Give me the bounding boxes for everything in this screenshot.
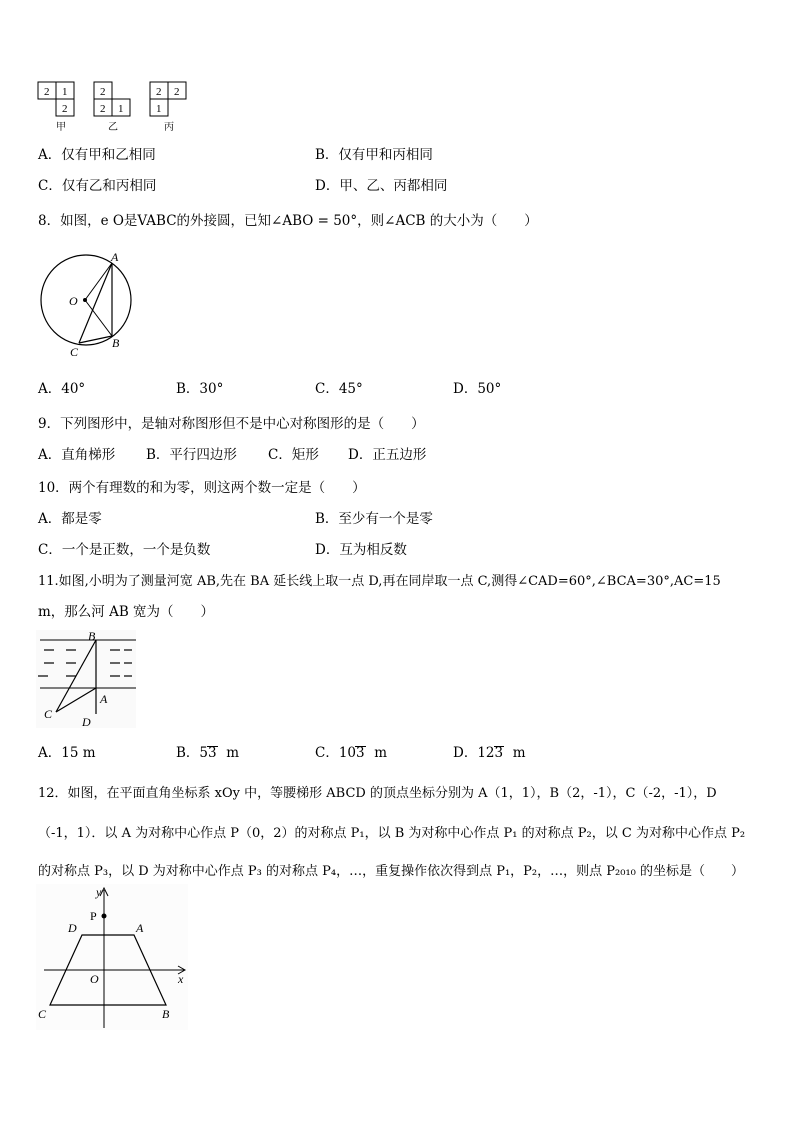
q10-option-a[interactable]: A．都是零	[38, 511, 102, 527]
jia-cell-3: 2	[62, 103, 68, 115]
q12-label-b: B	[162, 1007, 170, 1021]
q12-coordinate-figure	[36, 884, 188, 1030]
jia-label: 甲	[56, 122, 66, 133]
q11-option-d-prefix: D．12	[453, 745, 495, 761]
figure-yi	[94, 82, 130, 133]
q10-stem: 10．两个有理数的和为零，则这两个数一定是（ ）	[38, 480, 366, 496]
q10-option-d[interactable]: D．互为相反数	[315, 542, 407, 558]
jia-cell-1: 2	[44, 86, 50, 98]
yi-cell-1: 2	[100, 86, 106, 98]
q8-option-a[interactable]: A．40°	[38, 381, 86, 397]
q11-label-d: D	[82, 715, 91, 728]
q10-option-c[interactable]: C．一个是正数，一个是负数	[38, 542, 211, 558]
q12-stem-line2: （-1，1）．以 A 为对称中心作点 P（0，2）的对称点 P₁，以 B 为对称中心作点 P₁ 的对称点 P₂，以 C 为对称中心作点 P₂	[38, 826, 746, 841]
bing-cell-3: 1	[156, 103, 162, 115]
q11-option-a[interactable]: A．15 m	[38, 745, 96, 761]
q8-label-a: A	[111, 250, 119, 264]
bing-label: 丙	[164, 122, 174, 133]
q11-option-c-prefix: C．10	[315, 745, 357, 761]
q11-option-d[interactable]	[453, 744, 526, 762]
q11-stem-line1: 11.如图,小明为了测量河宽 AB,先在 BA 延长线上取一点 D,再在同岸取一点 C,测得∠CAD=60°,∠BCA=30°,AC=15	[38, 574, 721, 589]
q11-option-c[interactable]	[315, 744, 387, 762]
q12-label-p: P	[90, 909, 97, 923]
bing-cell-1: 2	[156, 86, 162, 98]
q7-option-a[interactable]: A．仅有甲和乙相同	[38, 147, 156, 163]
q12-stem-line3: 的对称点 P₃，以 D 为对称中心作点 P₃ 的对称点 P₄，…，重复操作依次得到点 P₁，P₂，…，则点 P₂₀₁₀ 的坐标是（ ）	[38, 864, 744, 879]
q8-label-c: C	[70, 345, 79, 359]
q11-label-b: B	[88, 630, 96, 643]
q11-river-figure	[36, 630, 136, 728]
q12-label-a: A	[136, 921, 144, 935]
q8-label-o: O	[69, 294, 78, 308]
q9-option-d[interactable]: D．正五边形	[348, 447, 427, 463]
q12-label-x: x	[178, 972, 184, 986]
q7-figures	[36, 80, 196, 136]
q8-circle-figure	[34, 248, 140, 362]
q12-stem-line1: 12．如图，在平面直角坐标系 xOy 中，等腰梯形 ABCD 的顶点坐标分别为 A（1，1），B（2，-1），C（-2，-1），D	[38, 786, 717, 801]
figure-bing	[150, 82, 186, 133]
q12-label-c: C	[38, 1007, 47, 1021]
bing-cell-2: 2	[174, 86, 180, 98]
q11-stem-line2: m，那么河 AB 宽为（ ）	[38, 604, 215, 620]
q11-label-a: A	[100, 692, 108, 706]
q11-label-c: C	[44, 707, 53, 721]
q12-label-y: y	[96, 885, 102, 899]
q12-label-o: O	[90, 972, 99, 986]
q8-stem: 8．如图，e O是VABC的外接圆，已知∠ABO = 50°，则∠ACB 的大小为（ ）	[38, 213, 538, 229]
q12-label-d: D	[68, 921, 77, 935]
q9-option-b[interactable]: B．平行四边形	[146, 447, 237, 463]
q11-option-c-unit: m	[374, 745, 388, 761]
jia-cell-2: 1	[62, 86, 68, 98]
q11-option-b-prefix: B．5	[176, 745, 209, 761]
q11-option-d-unit: m	[512, 745, 526, 761]
q11-option-b[interactable]	[176, 744, 239, 762]
q10-option-b[interactable]: B．至少有一个是零	[315, 511, 433, 527]
q9-stem: 9．下列图形中，是轴对称图形但不是中心对称图形的是（ ）	[38, 416, 425, 432]
q8-label-b: B	[112, 336, 120, 350]
yi-label: 乙	[108, 122, 118, 133]
q9-option-a[interactable]: A．直角梯形	[38, 447, 116, 463]
yi-cell-3: 1	[118, 103, 124, 115]
q11-option-c-radical: 3	[356, 745, 365, 761]
q8-option-d[interactable]: D．50°	[453, 381, 502, 397]
q11-option-b-unit: m	[226, 745, 240, 761]
yi-cell-2: 2	[100, 103, 106, 115]
q7-option-c[interactable]: C．仅有乙和丙相同	[38, 178, 157, 194]
q9-option-c[interactable]: C．矩形	[268, 447, 319, 463]
q7-option-b[interactable]: B．仅有甲和丙相同	[315, 147, 433, 163]
q8-option-b[interactable]: B．30°	[176, 381, 224, 397]
q7-option-d[interactable]: D．甲、乙、丙都相同	[315, 178, 448, 194]
q11-option-d-radical: 3	[494, 745, 504, 761]
q11-option-b-radical: 3	[208, 745, 217, 761]
q8-option-c[interactable]: C．45°	[315, 381, 363, 397]
figure-jia	[38, 82, 74, 133]
